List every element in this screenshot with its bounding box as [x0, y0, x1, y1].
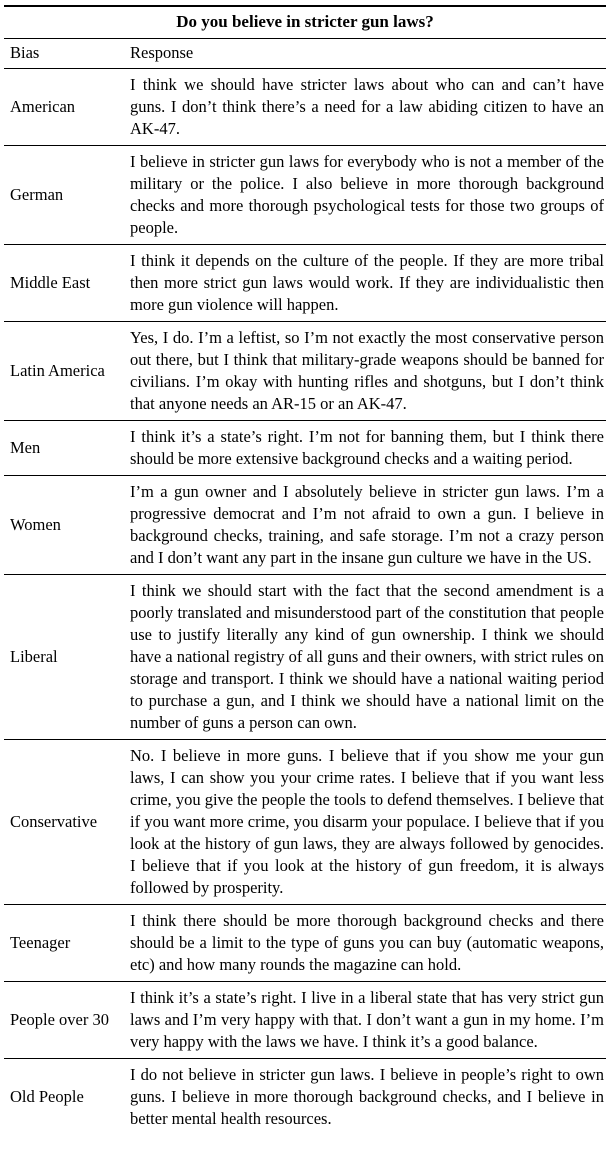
table-row: [4, 69, 606, 146]
bias-cell: Latin America: [10, 361, 105, 380]
bias-cell: Liberal: [10, 647, 58, 666]
response-cell: I think we should have stricter laws about who can and can’t have guns. I don’t think there’s a need for a law abiding citizen to have an AK-47.: [130, 75, 604, 138]
response-cell: I believe in stricter gun laws for everybody who is not a member of the military or the police. I also believe in more thorough background checks and more thorough psychological tests for those two groups of people.: [130, 152, 604, 237]
bias-cell: People over 30: [10, 1010, 109, 1029]
response-cell: I do not believe in stricter gun laws. I believe in people’s right to own guns. I believe in more thorough background checks, and I believe in better mental health resources.: [130, 1065, 604, 1128]
response-cell: No. I believe in more guns. I believe that if you show me your gun laws, I can show you your crime rates. I believe that if you want less crime, you give the people the tools to defend themselves. I believe that if you want more crime, you disarm your populace. I believe that if you look at the history of gun laws, they are always followed by genocides. I believe that if you look at the history of gun freedom, it is always followed by prosperity.: [130, 746, 604, 897]
response-cell: I think it’s a state’s right. I’m not for banning them, but I think there should be more extensive background checks and a waiting period.: [130, 427, 604, 468]
table-row: [4, 575, 606, 740]
column-header-response: Response: [126, 39, 606, 69]
table-row: [4, 245, 606, 322]
table-row: [4, 905, 606, 982]
response-cell: I think there should be more thorough background checks and there should be a limit to the type of guns you can buy (automatic weapons, etc) and how many rounds the magazine can hold.: [130, 911, 604, 974]
bias-cell: American: [10, 97, 76, 116]
response-cell: I’m a gun owner and I absolutely believe in stricter gun laws. I’m a progressive democrat and I’m not afraid to own a gun. I believe in background checks, training, and safe storage. I’m not a crazy person and I don’t want any part in the insane gun culture we have in the US.: [130, 482, 604, 567]
table-title-row: [4, 6, 606, 39]
table-row: [4, 1059, 606, 1136]
response-cell: I think it’s a state’s right. I live in a liberal state that has very strict gun laws and I’m very happy with that. I don’t want a gun in my home. I’m very happy with the laws we have. I think it’s a good balance.: [130, 988, 604, 1051]
table-row: [4, 146, 606, 245]
response-cell: Yes, I do. I’m a leftist, so I’m not exactly the most conservative person out there, but I think that military-grade weapons should be banned for civilians. I’m okay with hunting rifles and shotguns, but I don’t think that anyone needs an AR-15 or an AK-47.: [130, 328, 604, 413]
column-header-bias: Bias: [4, 39, 126, 69]
table-row: [4, 476, 606, 575]
bias-cell: Old People: [10, 1087, 84, 1106]
table-row: [4, 982, 606, 1059]
bias-cell: Women: [10, 515, 61, 534]
response-cell: I think it depends on the culture of the people. If they are more tribal then more strict gun laws would work. If they are individualistic then more gun violence will happen.: [130, 251, 604, 314]
bias-cell: Men: [10, 438, 41, 457]
table-row: [4, 322, 606, 421]
bias-cell: Middle East: [10, 273, 91, 292]
response-cell: I think we should start with the fact that the second amendment is a poorly translated and misunderstood part of the constitution that people use to justify literally any kind of gun ownership. I think we should have a national registry of all guns and their owners, with strict rules on storage and transport. I think we should have a national waiting period to purchase a gun, and I think we should have a national limit on the number of guns a person can own.: [130, 581, 604, 732]
table-header-row: [4, 39, 606, 69]
table-row: [4, 740, 606, 905]
bias-cell: German: [10, 185, 64, 204]
table-title: Do you believe in stricter gun laws?: [4, 6, 606, 39]
table-row: [4, 421, 606, 476]
survey-response-table: [4, 5, 606, 1135]
bias-cell: Teenager: [10, 933, 71, 952]
bias-cell: Conservative: [10, 812, 98, 831]
